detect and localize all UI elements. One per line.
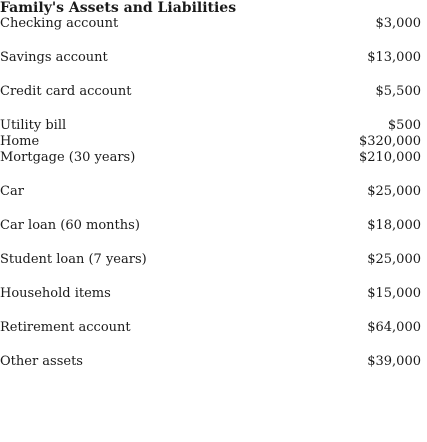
item-value: $13,000 <box>367 50 421 65</box>
document-title: Family's Assets and Liabilities <box>0 0 237 16</box>
item-value: $39,000 <box>367 354 421 369</box>
item-label: Other assets <box>0 354 83 369</box>
item-value: $3,000 <box>375 16 421 31</box>
item-label: Credit card account <box>0 84 132 99</box>
item-label: Car loan (60 months) <box>0 218 140 233</box>
item-value: $15,000 <box>367 286 421 301</box>
item-label: Mortgage (30 years) <box>0 150 136 165</box>
item-value: $500 <box>387 118 421 133</box>
item-label: Utility bill <box>0 118 67 133</box>
item-value: $5,500 <box>375 84 421 99</box>
item-value: $210,000 <box>358 150 421 165</box>
item-value: $320,000 <box>358 134 421 149</box>
item-value: $25,000 <box>367 184 421 199</box>
item-label: Checking account <box>0 16 119 31</box>
item-label: Retirement account <box>0 320 131 335</box>
item-label: Student loan (7 years) <box>0 252 147 267</box>
item-label: Car <box>0 184 24 199</box>
item-label: Savings account <box>0 50 108 65</box>
item-value: $64,000 <box>367 320 421 335</box>
item-label: Household items <box>0 286 111 301</box>
item-value: $25,000 <box>367 252 421 267</box>
item-label: Home <box>0 134 40 149</box>
item-value: $18,000 <box>367 218 421 233</box>
